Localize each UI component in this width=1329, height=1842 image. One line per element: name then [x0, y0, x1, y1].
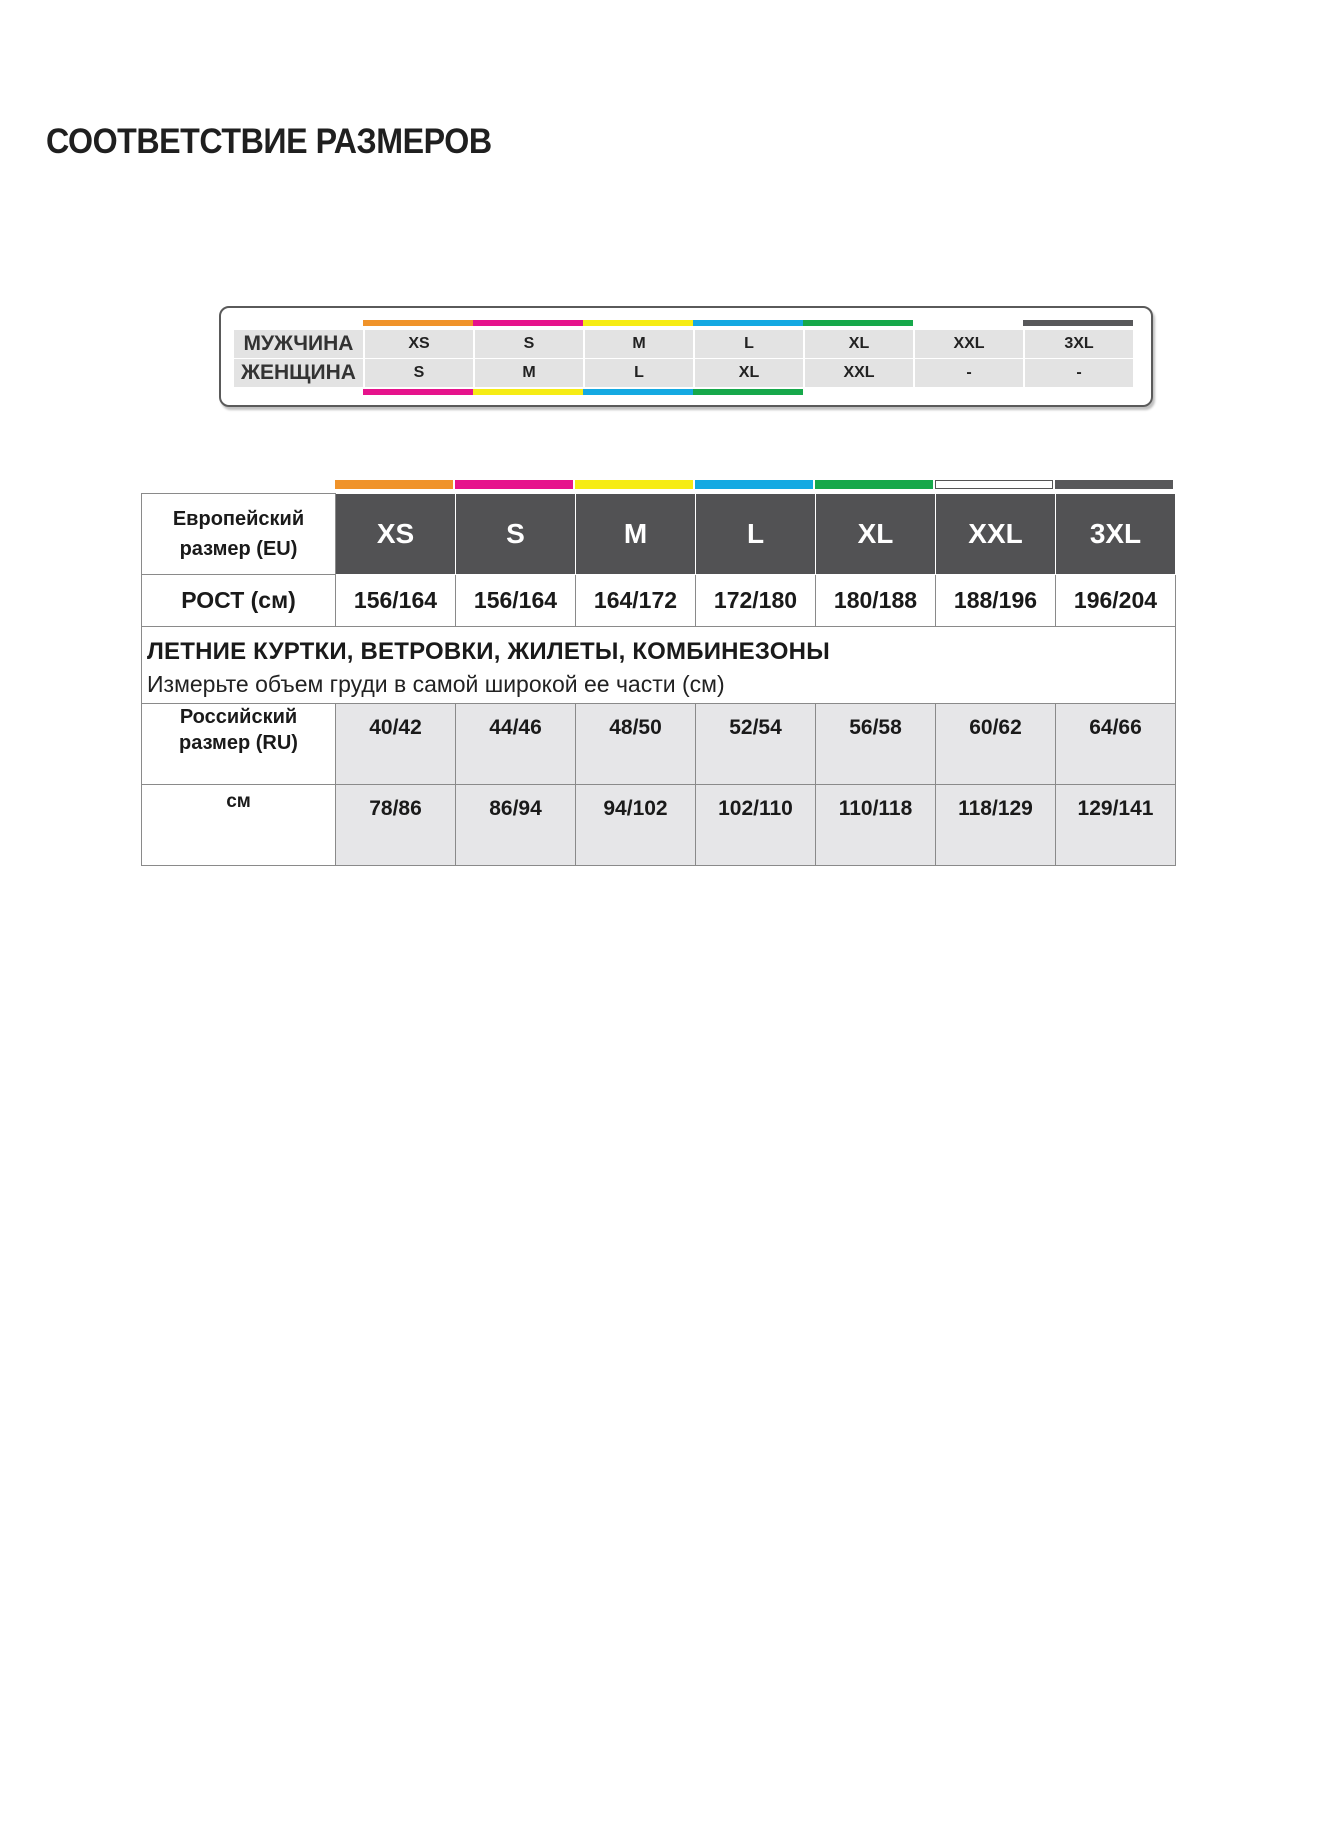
women-size-cell: M — [473, 359, 583, 387]
section-note: Измерьте объем груди в самой широкой ее части (см) — [147, 671, 725, 697]
size-table-color-bars — [335, 480, 1175, 489]
page-title: СООТВЕТСТВИЕ РАЗМЕРОВ — [46, 122, 492, 161]
gender-bottom-color-bars — [363, 389, 803, 395]
color-bar-s — [363, 389, 473, 395]
men-sizes-row — [234, 330, 1133, 358]
chest-cm-cell: 94/102 — [576, 785, 696, 866]
eu-size-cell: S — [456, 494, 576, 575]
eu-size-cell: XXL — [936, 494, 1056, 575]
men-size-cell: XL — [803, 330, 913, 358]
men-size-cell: M — [583, 330, 693, 358]
eu-size-label — [142, 494, 336, 575]
height-cell: 180/188 — [816, 575, 936, 627]
eu-label-line1: Европейский — [172, 508, 305, 530]
height-cell: 164/172 — [576, 575, 696, 627]
color-bar-3xl — [1055, 480, 1173, 489]
height-cell: 188/196 — [936, 575, 1056, 627]
gender-top-color-bars — [363, 320, 1133, 326]
women-size-cell: - — [913, 359, 1023, 387]
eu-size-cell: XS — [336, 494, 456, 575]
chest-cm-cell: 78/86 — [336, 785, 456, 866]
color-bar-m — [473, 389, 583, 395]
chest-cm-cell: 118/129 — [936, 785, 1056, 866]
section-cell — [142, 627, 1176, 704]
women-size-cell: XL — [693, 359, 803, 387]
chest-cm-cell: 129/141 — [1056, 785, 1176, 866]
ru-size-cell: 56/58 — [816, 704, 936, 785]
eu-size-row — [142, 494, 1176, 575]
eu-label-line2: размер (EU) — [179, 538, 298, 560]
color-bar-m — [583, 320, 693, 326]
women-sizes-row — [234, 359, 1133, 387]
height-cell: 156/164 — [336, 575, 456, 627]
ru-label-line2: размер (RU) — [179, 732, 298, 754]
height-cell: 196/204 — [1056, 575, 1176, 627]
ru-size-cell: 60/62 — [936, 704, 1056, 785]
ru-size-cell: 64/66 — [1056, 704, 1176, 785]
height-cell: 156/164 — [456, 575, 576, 627]
men-size-cell: L — [693, 330, 803, 358]
chest-cm-label: см — [142, 785, 336, 866]
ru-size-label — [142, 704, 336, 785]
ru-size-row — [142, 704, 1176, 785]
color-bar-xl — [815, 480, 933, 489]
color-bar-l — [693, 320, 803, 326]
color-bar-s — [455, 480, 573, 489]
eu-size-cell: 3XL — [1056, 494, 1176, 575]
men-size-cell: S — [473, 330, 583, 358]
eu-size-cell: XL — [816, 494, 936, 575]
chest-cm-cell: 102/110 — [696, 785, 816, 866]
men-size-cell: XS — [363, 330, 473, 358]
color-bar-xxl — [935, 480, 1053, 489]
color-bar-s — [473, 320, 583, 326]
color-bar-3xl — [1023, 320, 1133, 326]
color-bar-l — [695, 480, 813, 489]
ru-size-cell: 44/46 — [456, 704, 576, 785]
size-table — [141, 493, 1176, 866]
ru-size-cell: 48/50 — [576, 704, 696, 785]
men-size-cell: 3XL — [1023, 330, 1133, 358]
chest-cm-cell: 86/94 — [456, 785, 576, 866]
ru-size-cell: 52/54 — [696, 704, 816, 785]
height-row — [142, 575, 1176, 627]
chest-cm-cell: 110/118 — [816, 785, 936, 866]
height-cell: 172/180 — [696, 575, 816, 627]
women-size-cell: S — [363, 359, 473, 387]
section-row — [142, 627, 1176, 704]
men-label: МУЖЧИНА — [243, 332, 354, 355]
men-size-cell: XXL — [913, 330, 1023, 358]
women-size-cell: XXL — [803, 359, 913, 387]
color-bar-xs — [335, 480, 453, 489]
women-size-cell: - — [1023, 359, 1133, 387]
women-size-cell: L — [583, 359, 693, 387]
section-title: ЛЕТНИЕ КУРТКИ, ВЕТРОВКИ, ЖИЛЕТЫ, КОМБИНЕЗОНЫ — [147, 638, 830, 665]
color-bar-l — [583, 389, 693, 395]
ru-label-line1: Российский — [179, 706, 298, 728]
color-bar-xs — [363, 320, 473, 326]
color-bar-xl — [693, 389, 803, 395]
ru-size-cell: 40/42 — [336, 704, 456, 785]
color-bar-m — [575, 480, 693, 489]
women-label: ЖЕНЩИНА — [241, 361, 356, 384]
chest-cm-row — [142, 785, 1176, 866]
color-bar-xl — [803, 320, 913, 326]
color-bar-xxl — [913, 320, 1023, 326]
height-label: РОСТ (см) — [142, 575, 336, 627]
eu-size-cell: L — [696, 494, 816, 575]
eu-size-cell: M — [576, 494, 696, 575]
